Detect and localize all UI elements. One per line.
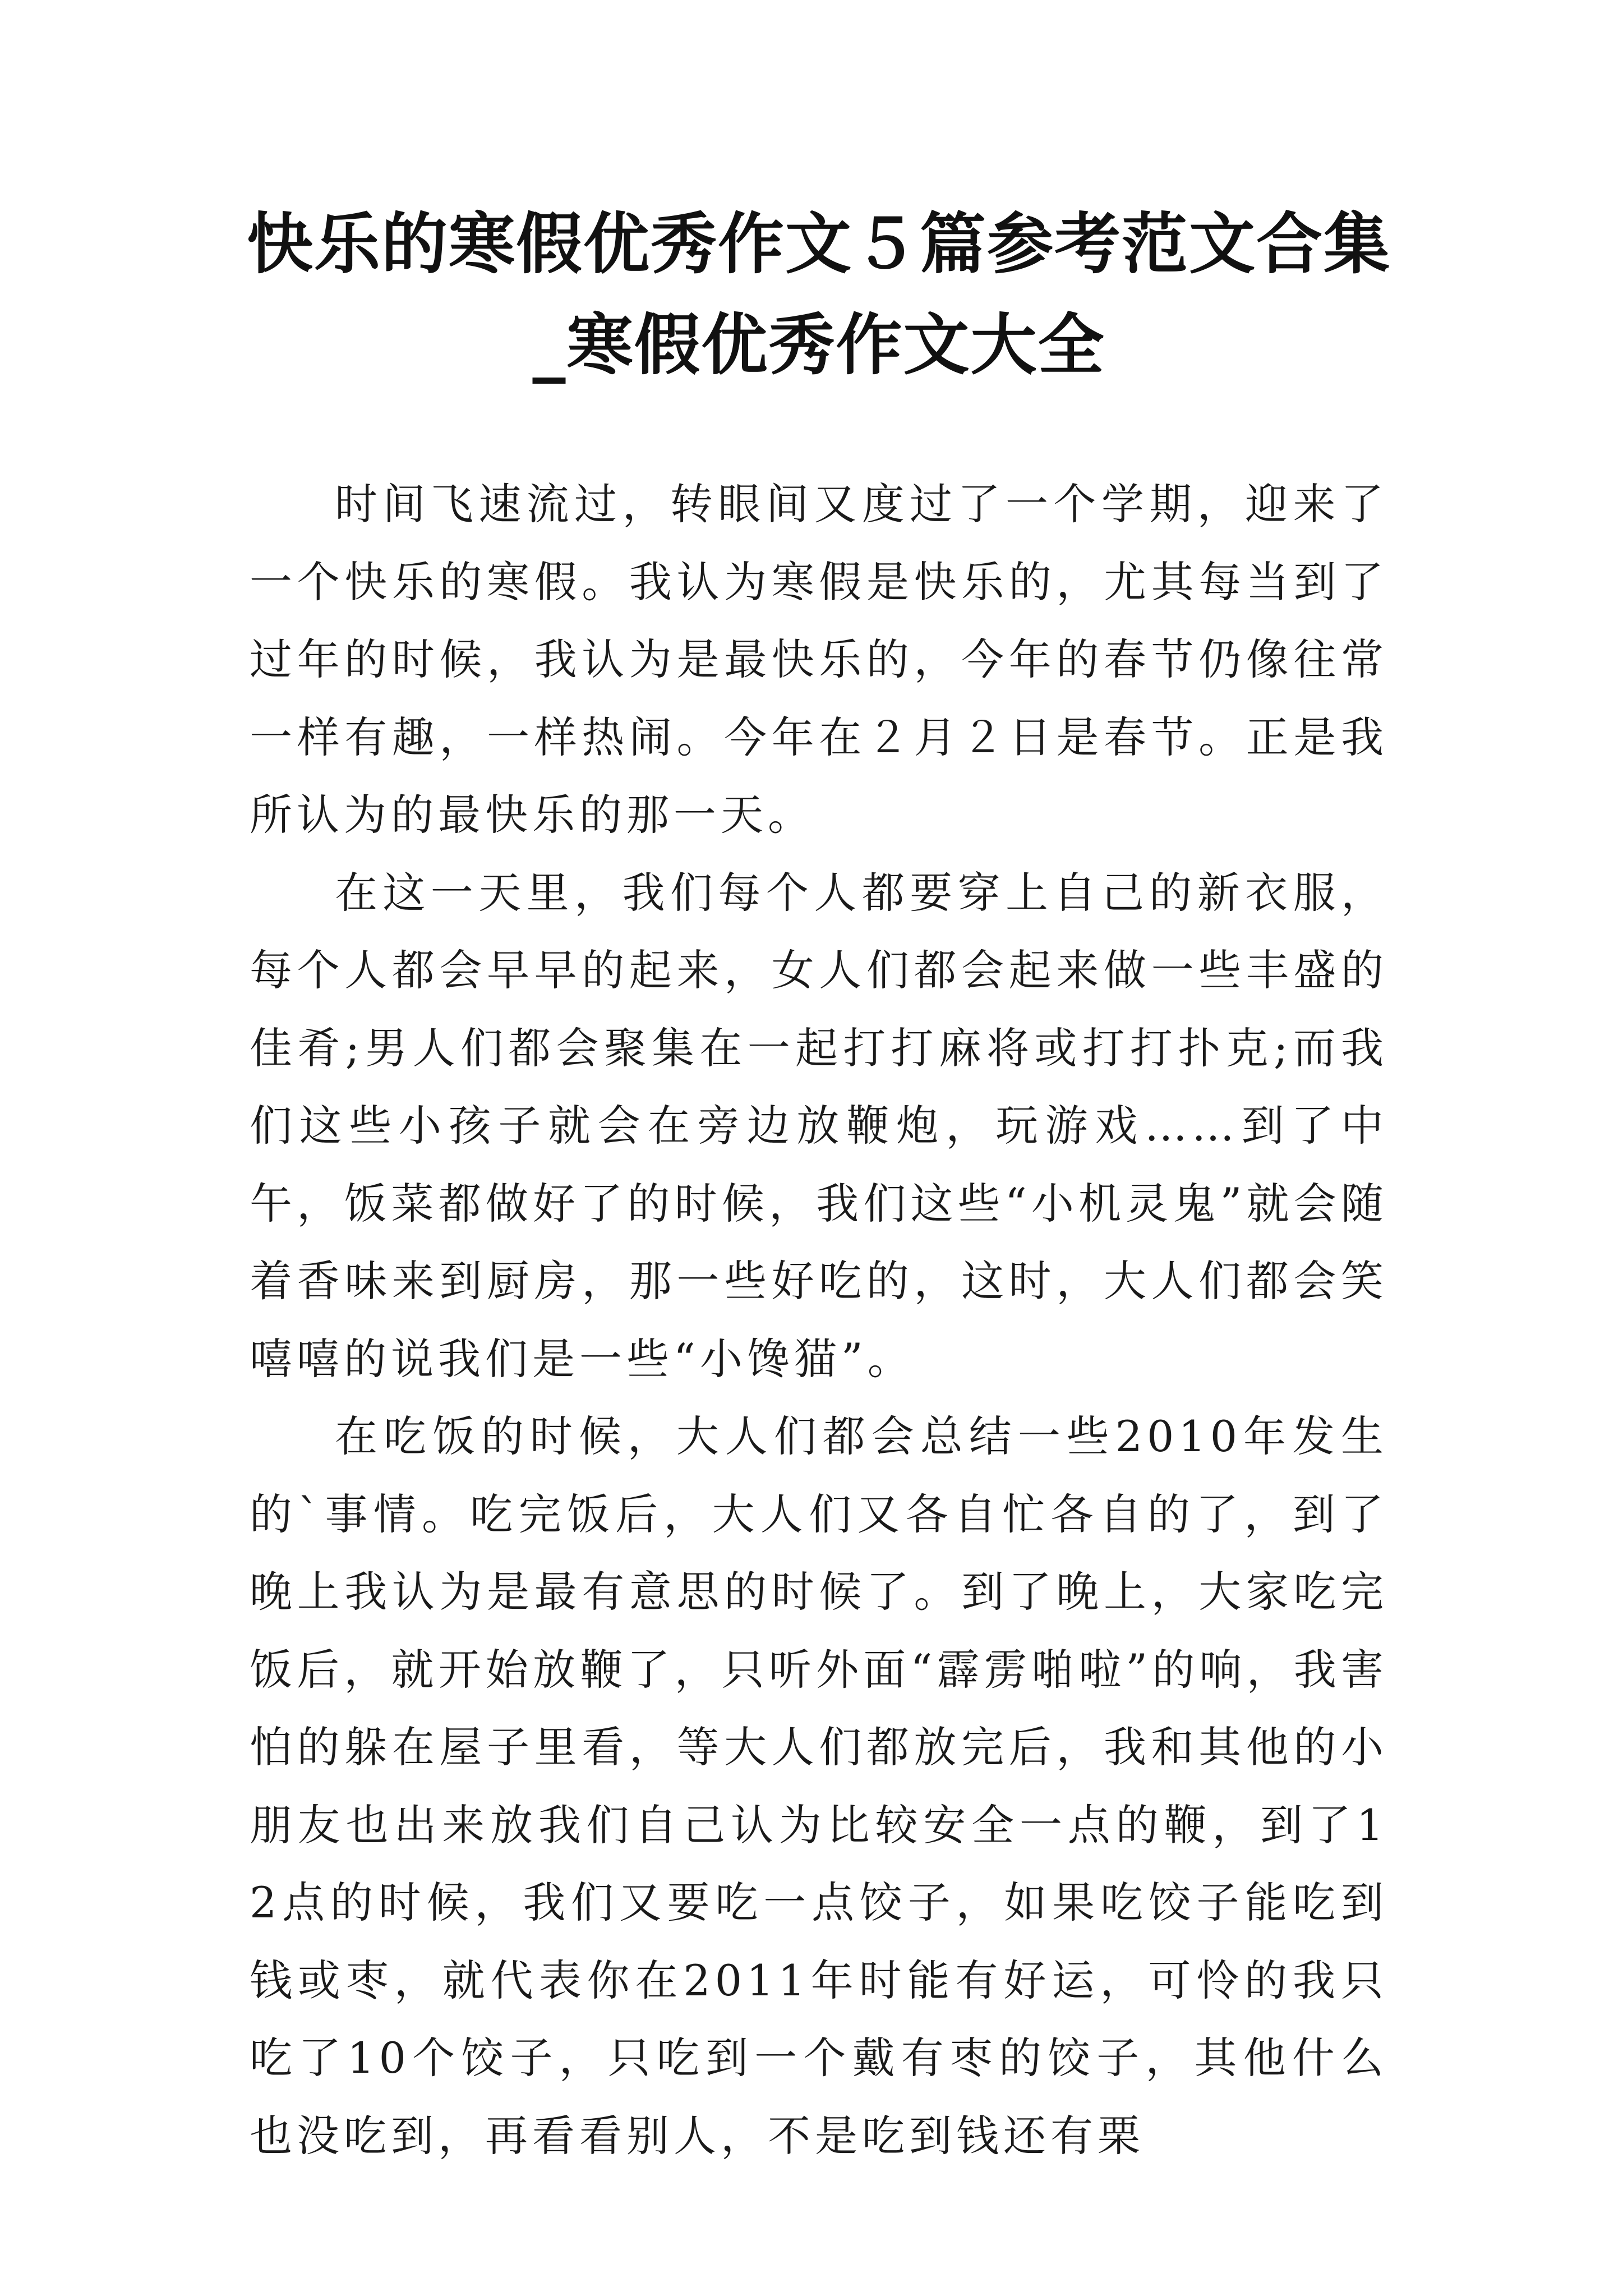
paragraph-2: 在这一天里，我们每个人都要穿上自己的新衣服，每个人都会早早的起来，女人们都会起来做一些丰盛的佳肴;男人们都会聚集在一起打打麻将或打打扑克;而我们这些小孩子就会在旁边放鞭炮，玩游戏……到了中午，饭菜都做好了的时候，我们这些“小机灵鬼”就会随着香味来到厨房，那一些好吃的，这时，大人们都会笑嘻嘻的说我们是一些“小馋猫”。 <box>250 867 1388 1384</box>
paragraph-3: 在吃饭的时候，大人们都会总结一些2010年发生的`事情。吃完饭后，大人们又各自忙各自的了，到了晚上我认为是最有意思的时候了。到了晚上，大家吃完饭后，就开始放鞭了，只听外面“霹雳啪啦”的响，我害怕的躲在屋子里看，等大人们都放完后，我和其他的小朋友也出来放我们自己认为比较安全一点的鞭，到了12点的时候，我们又要吃一点饺子，如果吃饺子能吃到钱或枣，就代表你在2011年时能有好运，可怜的我只吃了10个饺子，只吃到一个戴有枣的饺子，其他什么也没吃到，再看看别人，不是吃到钱还有栗 <box>250 1411 1388 2161</box>
paragraph-1: 时间飞速流过，转眼间又度过了一个学期，迎来了一个快乐的寒假。我认为寒假是快乐的，尤其每当到了过年的时候，我认为是最快乐的，今年的春节仍像往常一样有趣，一样热闹。今年在２月２日是春节。正是我所认为的最快乐的那一天。 <box>250 479 1388 840</box>
document-title: 快乐的寒假优秀作文５篇参考范文合集_寒假优秀作文大全 <box>247 205 1391 384</box>
document-body <box>250 466 1388 2175</box>
